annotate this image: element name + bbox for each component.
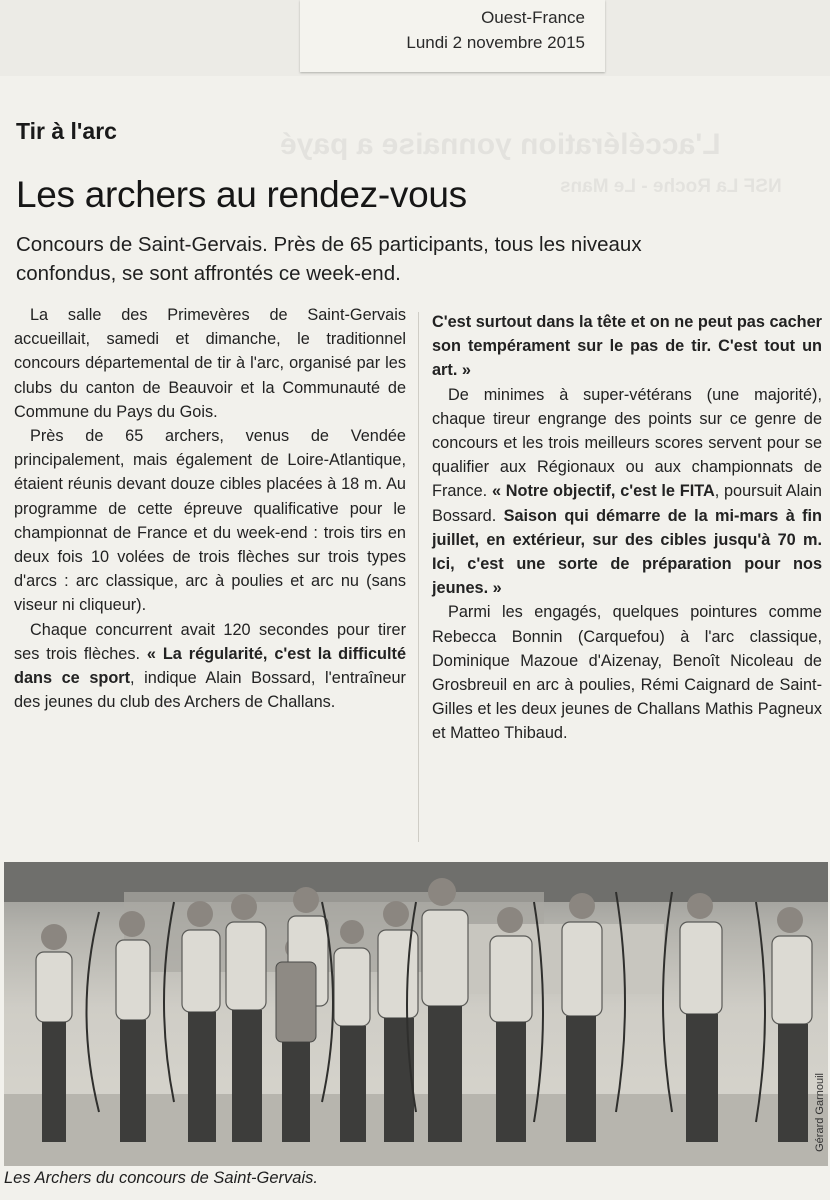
source-tag [300, 0, 605, 72]
column-divider [418, 312, 419, 842]
quote-bold: C'est surtout dans la tête et on ne peut pas cacher son tempérament sur le pas de tir. C'est tout un art. » [432, 313, 822, 380]
quote-bold: « Notre objectif, c'est le FITA [491, 482, 715, 501]
newspaper-clipping [0, 76, 830, 1200]
paragraph: La salle des Primevères de Saint-Gervais accueillait, samedi et dimanche, le traditionnel concours départemental de tir à l'arc, organisé par les clubs du canton de Beauvoir et la Communauté de Commune du Pays du Gois. [14, 306, 406, 421]
rubric: Tir à l'arc [16, 118, 117, 144]
publication-name: Ouest-France [481, 8, 585, 27]
lead-paragraph: Concours de Saint-Gervais. Près de 65 participants, tous les niveaux confondus, se sont affrontés ce week-end. [16, 233, 642, 285]
group-photo [4, 862, 828, 1166]
photo-caption: Les Archers du concours de Saint-Gervais. [4, 1169, 318, 1187]
text: , poursuit Alain Bossard. [432, 482, 822, 525]
paragraph: Près de 65 archers, venus de Vendée principalement, mais également de Loire-Atlantique, étaient réunis devant douze cibles placées à 18 m. Au programme de cette épreuve qualificative pour le championnat de France et du week-end : trois tirs en deux fois 10 volées de trois flèches sur trois types d'arcs : arc classique, arc à poulies et arc nu (sans viseur ni cliqueur). [14, 427, 406, 615]
text: , indique Alain Bossard, l'entraîneur des jeunes du club des Archers de Challans. [14, 669, 406, 712]
quote-bold: « La régularité, c'est la difficulté dans ce sport [14, 644, 406, 688]
paragraph [14, 618, 406, 715]
column-right [432, 310, 822, 746]
publication-date: Lundi 2 novembre 2015 [406, 33, 585, 52]
column-left [14, 303, 406, 714]
paragraph [432, 383, 822, 601]
archers-illustration [4, 862, 828, 1166]
text: Chaque concurrent avait 120 secondes pour tirer ses trois flèches. [14, 620, 406, 663]
quote-bold: Saison qui démarre de la mi-mars à fin juillet, en extérieur, sur des cibles jusqu'à 70 m. Ici, c'est une sorte de préparation pour nos jeunes. » [432, 506, 822, 598]
headline: Les archers au rendez-vous [16, 174, 467, 215]
text: De minimes à super-vétérans (une majorité), chaque tireur engrange des points sur ce genre de concours et les trois meilleurs scores servent pour se qualifier aux Régionaux ou aux championnats de France. [432, 385, 822, 501]
bleed-through-subhead: NSF La Roche - Le Mans [560, 176, 782, 197]
paragraph: Parmi les engagés, quelques pointures comme Rebecca Bonnin (Carquefou) à l'arc classique, Dominique Mazoue d'Aizenay, Benoît Nicoleau de Grosbreuil en arc à poulies, Rémi Caignard de Saint-Gilles et les deux jeunes de Challans Mathis Pagneux et Matteo Thibaud. [432, 603, 822, 743]
photo-credit: Gérard Garnouil [814, 1073, 826, 1152]
paragraph [432, 310, 822, 383]
bleed-through-headline: L'accélération yonnaise a payé [280, 128, 721, 161]
